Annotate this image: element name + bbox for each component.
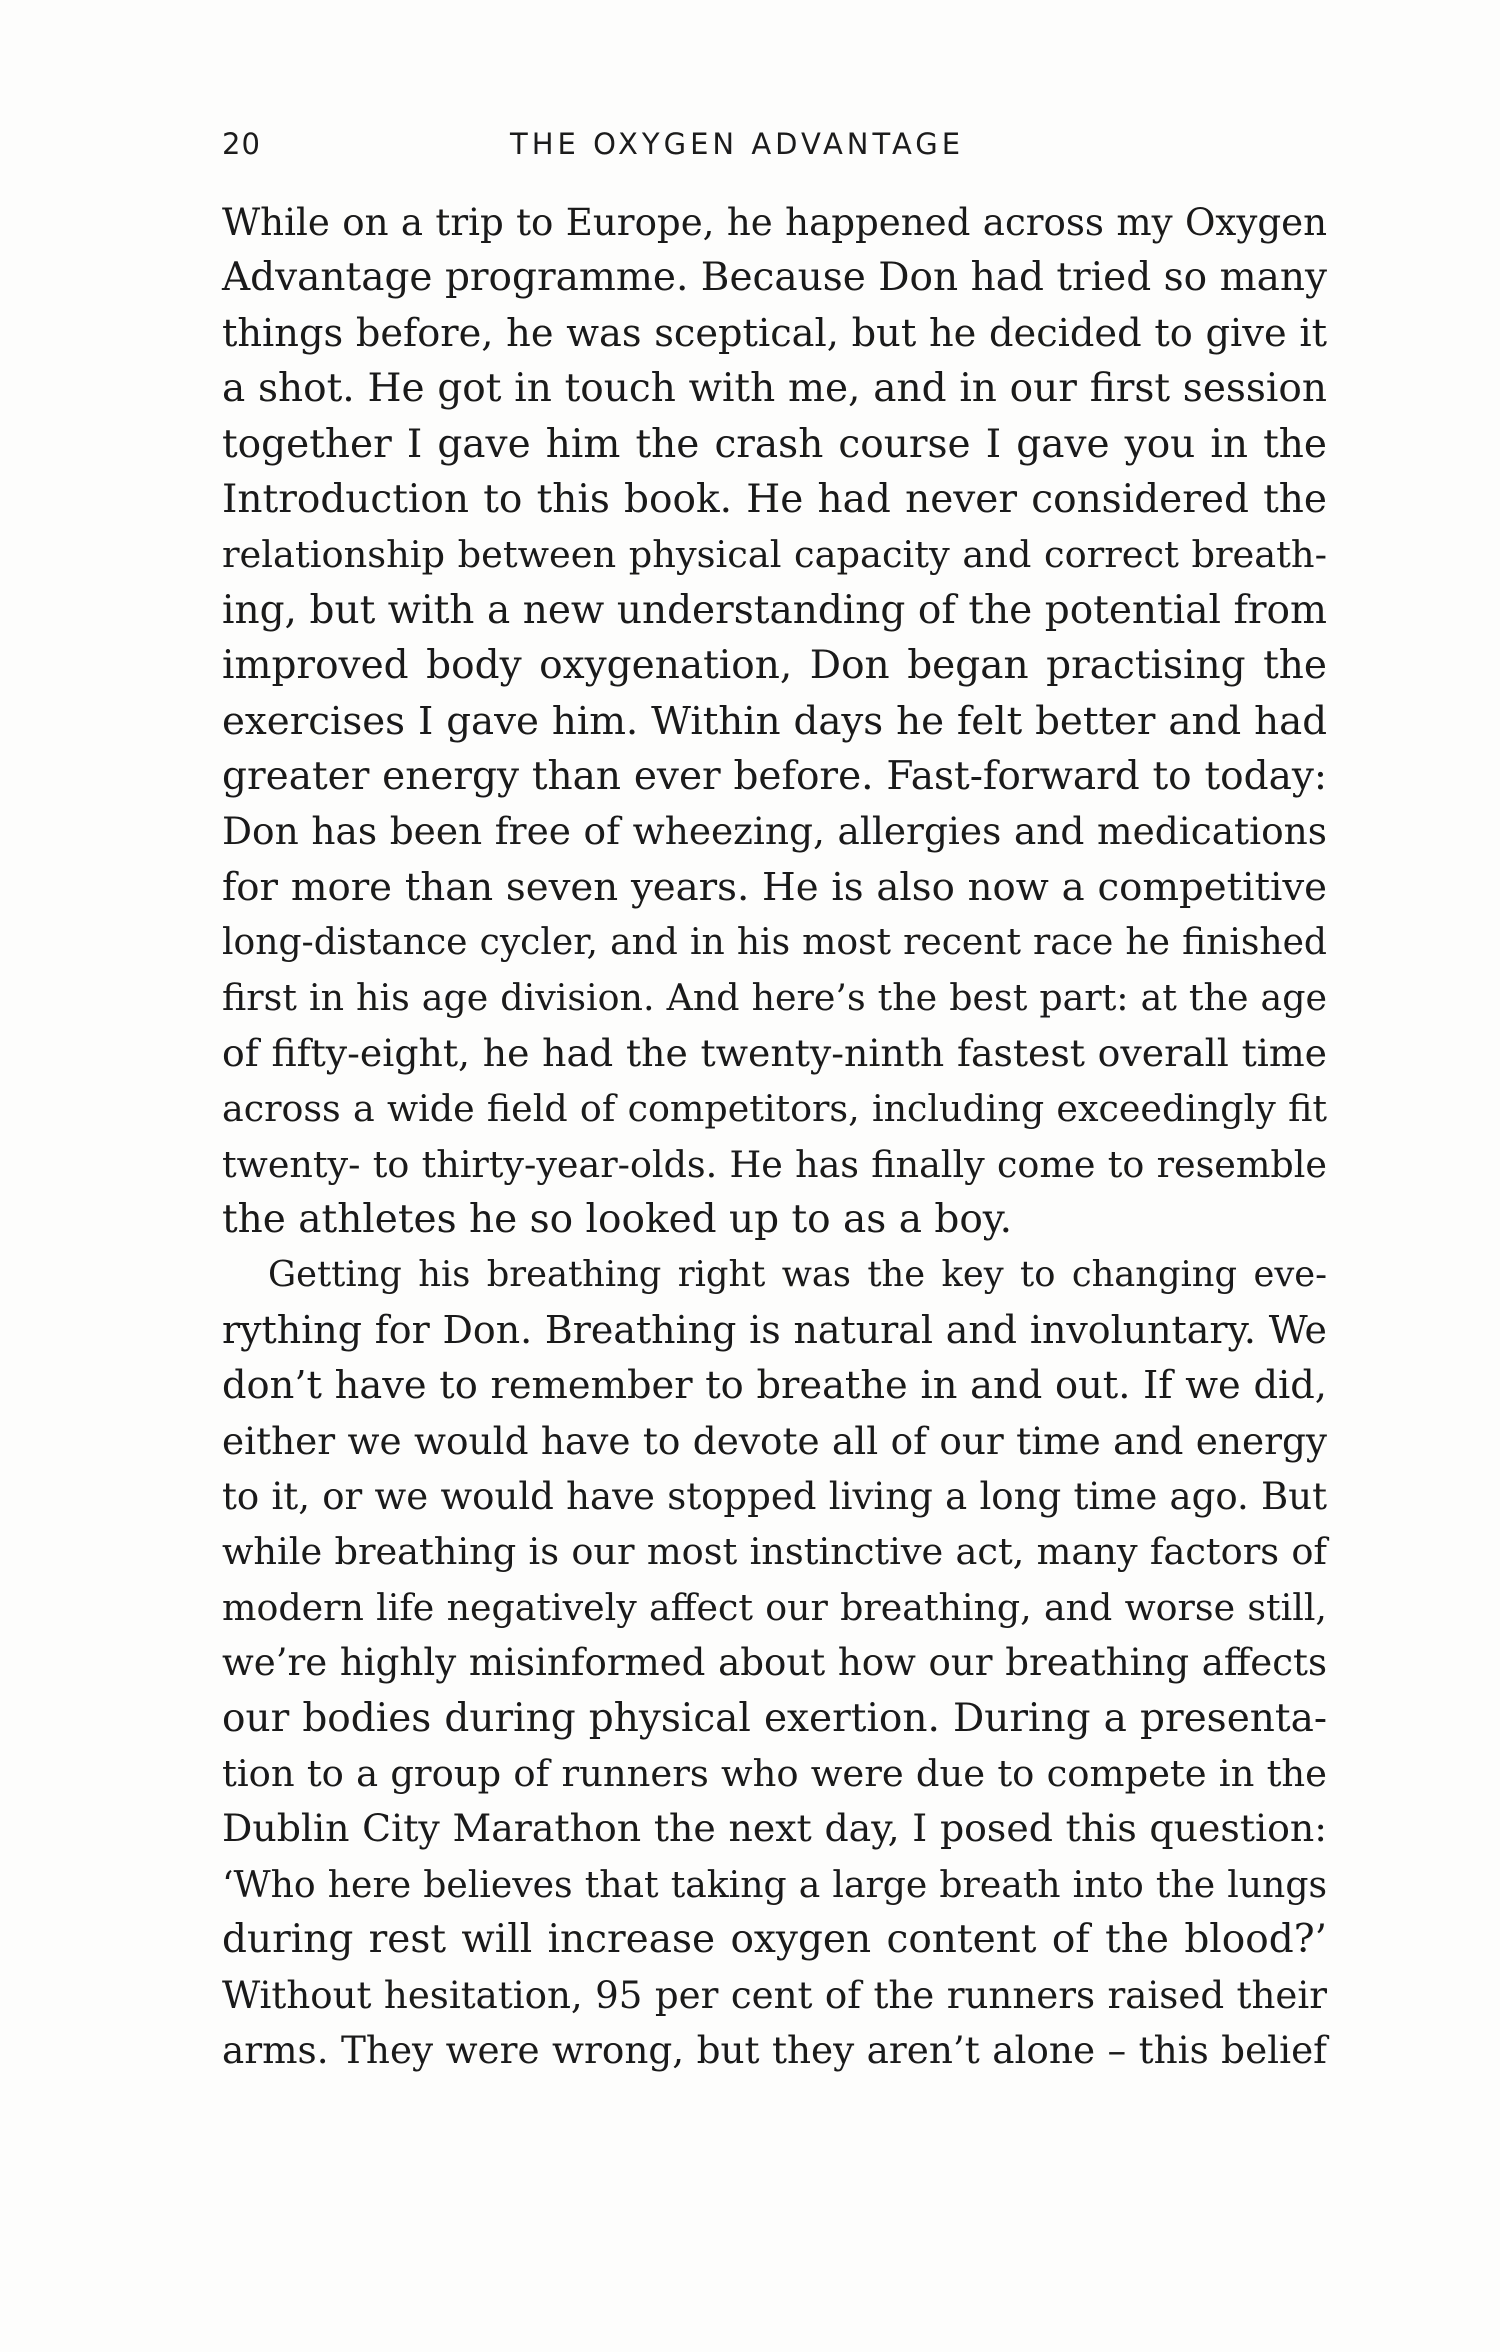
- text-line: don’t have to remember to breathe in and out. If we did,: [222, 1363, 1327, 1409]
- text-line: our bodies during physical exertion. During a presenta-: [222, 1695, 1327, 1741]
- text-line: we’re highly misinformed about how our breathing affects: [222, 1641, 1327, 1685]
- text-line: across a wide field of competitors, including exceedingly fit: [222, 1087, 1327, 1131]
- text-line: ing, but with a new understanding of the potential from: [222, 587, 1327, 633]
- running-head: [222, 127, 1327, 167]
- text-line: tion to a group of runners who were due to compete in the: [222, 1751, 1327, 1795]
- text-line: Dublin City Marathon the next day, I posed this question:: [222, 1806, 1327, 1851]
- text-line: either we would have to devote all of our time and energy: [222, 1418, 1327, 1463]
- text-line: long-distance cycler, and in his most recent race he finished: [222, 921, 1327, 964]
- text-line: twenty- to thirty-year-olds. He has finally come to resemble: [222, 1142, 1327, 1186]
- text-line: together I gave him the crash course I gave you in the: [222, 421, 1327, 467]
- text-line: first in his age division. And here’s the best part: at the age: [222, 976, 1327, 1020]
- text-line: arms. They were wrong, but they aren’t alone – this belief: [222, 2027, 1327, 2072]
- text-line: a shot. He got in touch with me, and in our first session: [222, 366, 1327, 412]
- text-line: the athletes he so looked up to as a boy.: [222, 1197, 1013, 1243]
- text-line: rything for Don. Breathing is natural and involuntary. We: [222, 1307, 1327, 1352]
- text-line: of fifty-eight, he had the twenty-ninth fastest overall time: [222, 1030, 1327, 1075]
- text-line: Advantage programme. Because Don had tried so many: [222, 255, 1327, 301]
- paragraph-2: [222, 1247, 1327, 2078]
- page-number: 20: [222, 127, 261, 161]
- text-line: relationship between physical capacity and correct breath-: [222, 533, 1327, 577]
- text-line: While on a trip to Europe, he happened across my Oxygen: [222, 201, 1327, 244]
- text-line: for more than seven years. He is also now a competitive: [222, 864, 1327, 910]
- book-title: THE OXYGEN ADVANTAGE: [510, 127, 965, 161]
- text-line: during rest will increase oxygen content of the blood?’: [222, 1917, 1327, 1963]
- text-line: Introduction to this book. He had never considered the: [222, 476, 1327, 522]
- text-line: exercises I gave him. Within days he felt better and had: [222, 698, 1327, 744]
- text-line: ‘Who here believes that taking a large breath into the lungs: [222, 1862, 1327, 1906]
- text-line: modern life negatively affect our breathing, and worse still,: [222, 1585, 1327, 1629]
- body-text: [222, 195, 1327, 2078]
- text-line: while breathing is our most instinctive act, many factors of: [222, 1530, 1327, 1574]
- text-line: Don has been free of wheezing, allergies and medications: [222, 809, 1327, 854]
- text-line: greater energy than ever before. Fast-forward to today:: [222, 753, 1327, 799]
- paragraph-1: [222, 195, 1327, 1247]
- text-line: Without hesitation, 95 per cent of the runners raised their: [222, 1973, 1327, 2017]
- text-line: to it, or we would have stopped living a long time ago. But: [222, 1474, 1327, 1518]
- text-line: Getting his breathing right was the key to changing eve-: [268, 1254, 1327, 1296]
- text-line: things before, he was sceptical, but he decided to give it: [222, 310, 1327, 356]
- text-line: improved body oxygenation, Don began practising the: [222, 643, 1327, 689]
